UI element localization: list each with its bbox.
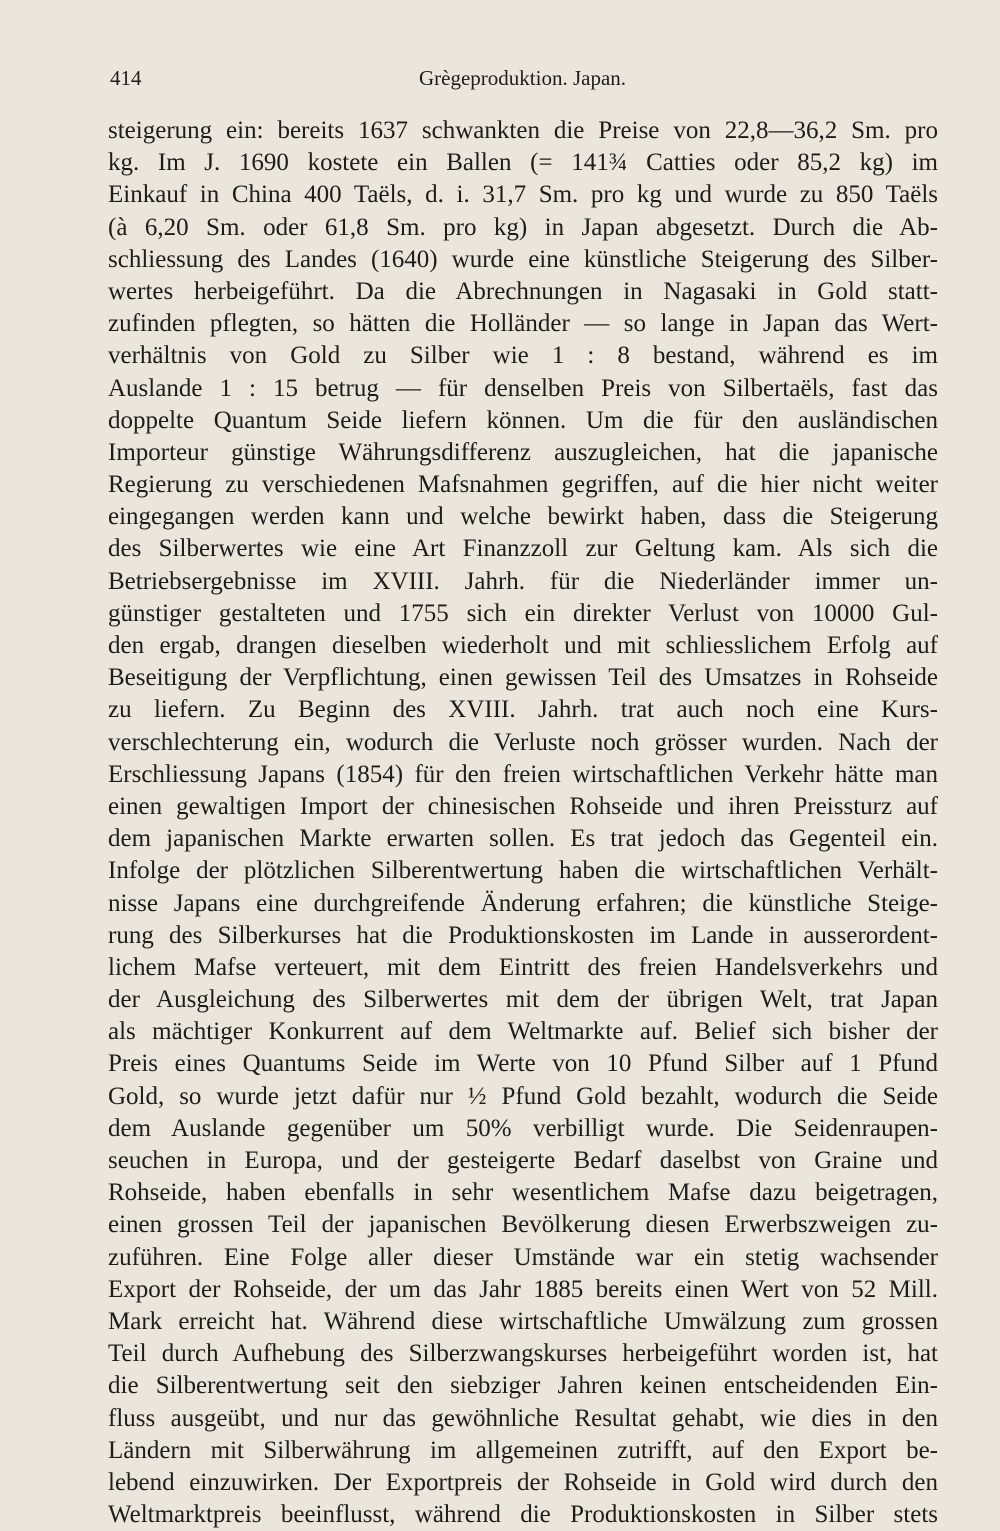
text-line: zu liefern. Zu Beginn des XVIII. Jahrh. trat auch noch eine Kurs- [108,696,938,724]
text-line: als mächtiger Konkurrent auf dem Weltmarkte auf. Belief sich bisher der [108,1018,938,1046]
text-line: Teil durch Aufhebung des Silberzwangskurses herbeigeführt worden ist, hat [108,1340,938,1368]
text-line: einen gewaltigen Import der chinesischen Rohseide und ihren Preissturz auf [108,792,938,820]
text-line: zufinden pflegten, so hätten die Holländer — so lange in Japan das Wert- [108,310,938,338]
text-line: nisse Japans eine durchgreifende Änderung erfahren; die künstliche Steige- [108,889,938,917]
page-number: 414 [110,66,142,90]
text-line: (à 6,20 Sm. oder 61,8 Sm. pro kg) in Japan abgesetzt. Durch die Ab- [108,213,938,241]
text-line: zuführen. Eine Folge aller dieser Umstände war ein stetig wachsender [108,1243,938,1271]
text-line: Beseitigung der Verpflichtung, einen gewissen Teil des Umsatzes in Rohseide [108,664,938,692]
text-line: des Silberwertes wie eine Art Finanzzoll zur Geltung kam. Als sich die [108,535,938,563]
text-line: Preis eines Quantums Seide im Werte von 10 Pfund Silber auf 1 Pfund [108,1050,938,1078]
text-line: Auslande 1 : 15 betrug — für denselben Preis von Silbertaëls, fast das [108,374,938,402]
text-line: verschlechterung ein, wodurch die Verluste noch grösser wurden. Nach der [108,728,938,756]
text-line: schliessung des Landes (1640) wurde eine künstliche Steigerung des Silber- [108,245,938,273]
text-line: Weltmarktpreis beeinflusst, während die Produktionskosten in Silber stets [108,1501,938,1529]
text-line: Infolge der plötzlichen Silberentwertung haben die wirtschaftlichen Verhält- [108,857,938,885]
text-line: fluss ausgeübt, und nur das gewöhnliche Resultat gehabt, wie dies in den [108,1404,938,1432]
text-line: die Silberentwertung seit den siebziger Jahren keinen entscheidenden Ein- [108,1372,938,1400]
running-title: Grègeproduktion. Japan. [418,66,627,90]
text-line: Betriebsergebnisse im XVIII. Jahrh. für die Niederländer immer un- [108,567,938,595]
text-line: rung des Silberkurses hat die Produktionskosten im Lande in ausserordent- [108,921,938,949]
text-line: Erschliessung Japans (1854) für den freien wirtschaftlichen Verkehr hätte man [108,760,938,788]
text-line: einen grossen Teil der japanischen Bevölkerung diesen Erwerbszweigen zu- [108,1211,938,1239]
text-line: eingegangen werden kann und welche bewirkt haben, dass die Steigerung [108,503,938,531]
text-line: kg. Im J. 1690 kostete ein Ballen (= 141¾ Catties oder 85,2 kg) im [108,149,938,177]
text-line: lichem Mafse verteuert, mit dem Eintritt des freien Handelsverkehrs und [108,953,938,981]
page-header [110,66,935,102]
text-line: der Ausgleichung des Silberwertes mit dem der übrigen Welt, trat Japan [108,986,938,1014]
text-line: doppelte Quantum Seide liefern können. Um die für den ausländischen [108,406,938,434]
text-line: Importeur günstige Währungsdifferenz auszugleichen, hat die japanische [108,438,938,466]
text-line: Gold, so wurde jetzt dafür nur ½ Pfund Gold bezahlt, wodurch die Seide [108,1082,938,1110]
text-line: seuchen in Europa, und der gesteigerte Bedarf daselbst von Graine und [108,1147,938,1174]
text-line: Regierung zu verschiedenen Mafsnahmen gegriffen, auf die hier nicht weiter [108,471,938,499]
text-line: Rohseide, haben ebenfalls in sehr wesentlichem Mafse dazu beigetragen, [108,1179,938,1207]
text-line: verhältnis von Gold zu Silber wie 1 : 8 bestand, während es im [108,342,938,370]
text-line: dem japanischen Markte erwarten sollen. Es trat jedoch das Gegenteil ein. [108,825,938,853]
text-line: günstiger gestalteten und 1755 sich ein direkter Verlust von 10000 Gul- [108,599,938,627]
body-text [108,115,938,1531]
text-line: Export der Rohseide, der um das Jahr 1885 bereits einen Wert von 52 Mill. [108,1275,938,1303]
text-line: steigerung ein: bereits 1637 schwankten die Preise von 22,8—36,2 Sm. pro [108,117,938,144]
text-line: wertes herbeigeführt. Da die Abrechnungen in Nagasaki in Gold statt- [108,277,938,305]
text-line: Ländern mit Silberwährung im allgemeinen zutrifft, auf den Export be- [108,1436,938,1464]
text-line: Mark erreicht hat. Während diese wirtschaftliche Umwälzung zum grossen [108,1307,938,1335]
text-line: den ergab, drangen dieselben wiederholt und mit schliesslichem Erfolg auf [108,632,938,659]
text-line: Einkauf in China 400 Taëls, d. i. 31,7 Sm. pro kg und wurde zu 850 Taëls [108,181,938,209]
text-line: dem Auslande gegenüber um 50% verbilligt wurde. Die Seidenraupen- [108,1114,938,1142]
text-line: lebend einzuwirken. Der Exportpreis der Rohseide in Gold wird durch den [108,1468,938,1496]
